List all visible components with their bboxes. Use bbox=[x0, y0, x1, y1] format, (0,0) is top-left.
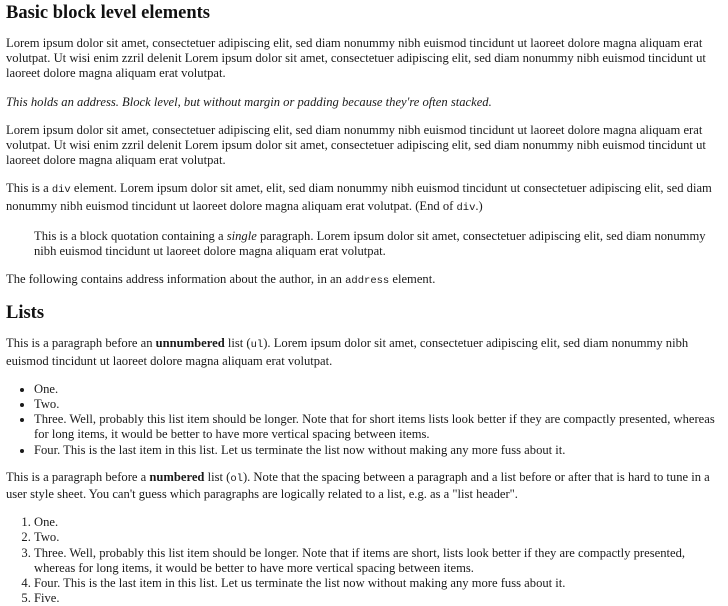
div-code-1: div bbox=[51, 184, 71, 197]
list-item: 4. Four. This is the last item in this list. Let us terminate the list now without making any more fuss about it. bbox=[34, 576, 722, 591]
addr-code: address bbox=[345, 275, 390, 288]
div-element-paragraph bbox=[6, 181, 722, 215]
div-text-2: element. Lorem ipsum dolor sit amet, elit, sed diam nonummy nibh euismod tincidunt ut consectetuer adipiscing elit, sed diam nonummy nibh euismod tincidunt ut laoreet dolore magna aliquam erat volutpat. (End of bbox=[6, 181, 712, 213]
div-text-1: This is a bbox=[6, 181, 52, 196]
ul-intro-text-1: This is a paragraph before an bbox=[6, 336, 156, 351]
section-heading-basic-block: Basic block level elements bbox=[6, 3, 210, 23]
list-item: 3. Three. Well, probably this list item should be longer. Note that if items are short, lists look better if they are compactly presented, whereas for long items, it would be better to have more vertical spacing between items. bbox=[34, 546, 722, 576]
lorem-paragraph-2: Lorem ipsum dolor sit amet, consectetuer adipiscing elit, sed diam nonummy nibh euismod tincidunt ut laoreet dolore magna aliquam erat volutpat. Ut wisi enim zzril delenit Lorem ipsum dolor sit amet, consectetuer adipiscing elit, sed diam nonummy nibh euismod tincidunt ut laoreet dolore magna aliquam erat volutpat. bbox=[6, 122, 706, 168]
ul-intro-text-2: list ( bbox=[224, 336, 251, 351]
unnumbered-list bbox=[6, 382, 722, 458]
block-quotation bbox=[34, 229, 722, 259]
lorem-paragraph-1: Lorem ipsum dolor sit amet, consectetuer adipiscing elit, sed diam nonummy nibh euismod tincidunt ut laoreet dolore magna aliquam erat volutpat. Ut wisi enim zzril delenit Lorem ipsum dolor sit amet, consectetuer adipiscing elit, sed diam nonummy nibh euismod tincidunt ut laoreet dolore magna aliquam erat volutpat. bbox=[6, 36, 706, 81]
ul-intro-strong: unnumbered bbox=[155, 336, 225, 351]
section-heading-lists: Lists bbox=[6, 303, 45, 324]
ol-intro-text-3: ). Note that the spacing between a paragraph and a list before or after that is hard to tune in a user style sheet. You can't guess which paragraphs are logically related to a list, e.g. as a "list header". bbox=[6, 469, 710, 502]
ol-intro-paragraph bbox=[6, 470, 722, 502]
document-page bbox=[0, 2, 728, 606]
div-text-3: .) bbox=[475, 198, 483, 213]
ol-intro-code: ol bbox=[230, 472, 243, 485]
addr-text-1: The following contains address information about the author, in an bbox=[6, 272, 346, 287]
ol-intro-text-2: list ( bbox=[204, 469, 231, 484]
list-item: 5. Five. bbox=[34, 591, 722, 606]
list-item: • One. bbox=[34, 382, 722, 397]
list-item: • Three. Well, probably this list item should be longer. Note that for short items lists look better if they are compactly presented, whereas for long items, it would be better to have more vertical spacing between items. bbox=[34, 412, 722, 442]
ol-intro-strong: numbered bbox=[149, 469, 205, 484]
address-block: This holds an address. Block level, but without margin or padding because they're often stacked. bbox=[6, 94, 492, 109]
quote-text-2: paragraph. Lorem ipsum dolor sit amet, consectetuer adipiscing elit, sed diam nonummy nibh euismod tincidunt ut laoreet dolore magna aliquam erat volutpat. bbox=[34, 228, 706, 259]
ol-intro-text-1: This is a paragraph before a bbox=[6, 469, 150, 484]
list-item: 2. Two. bbox=[34, 530, 722, 545]
div-code-2: div bbox=[456, 201, 476, 214]
quote-text-1: This is a block quotation containing a bbox=[34, 228, 227, 243]
list-item: • Two. bbox=[34, 397, 722, 412]
address-intro-paragraph bbox=[6, 272, 722, 289]
ul-intro-text-3: ). Lorem ipsum dolor sit amet, consectetuer adipiscing elit, sed diam nonummy nibh euismod tincidunt ut laoreet dolore magna aliquam erat volutpat. bbox=[6, 336, 689, 368]
addr-text-2: element. bbox=[389, 272, 436, 287]
numbered-list bbox=[6, 515, 722, 606]
list-item: 1. One. bbox=[34, 515, 722, 530]
ul-intro-paragraph bbox=[6, 336, 722, 368]
quote-emphasis: single bbox=[226, 228, 257, 243]
ul-intro-code: ul bbox=[250, 339, 264, 352]
list-item: • Four. This is the last item in this list. Let us terminate the list now without making any more fuss about it. bbox=[34, 443, 722, 458]
